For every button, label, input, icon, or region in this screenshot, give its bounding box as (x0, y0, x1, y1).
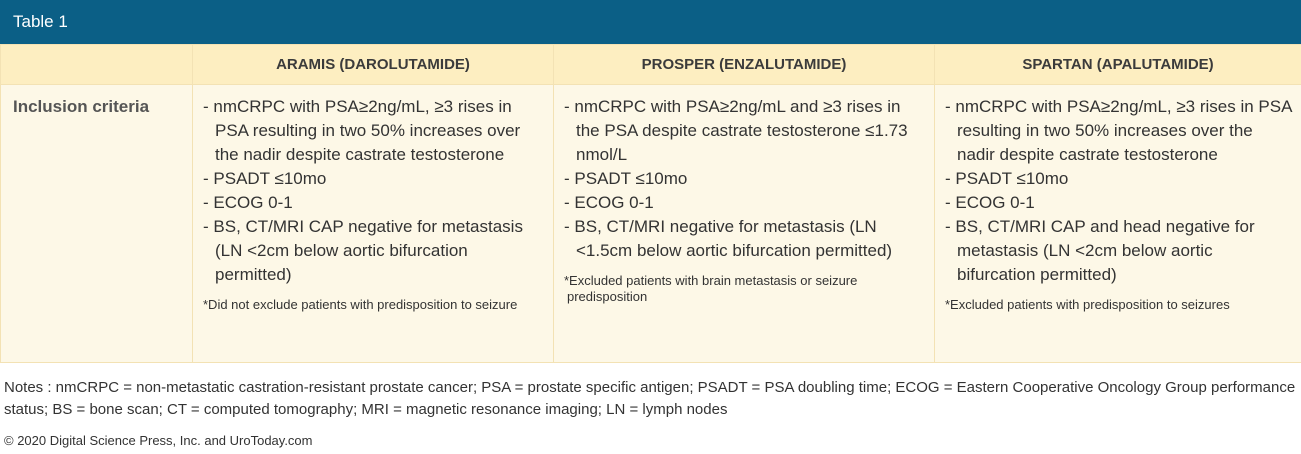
list-item: - nmCRPC with PSA≥2ng/mL, ≥3 rises in PSA resulting in two 50% increases over the nadir despite castrate testosterone (945, 95, 1295, 167)
header-spartan: SPARTAN (APALUTAMIDE) (935, 45, 1301, 85)
list-item: - BS, CT/MRI CAP negative for metastasis (LN <2cm below aortic bifurcation permitted) (203, 215, 547, 287)
list-item: - ECOG 0-1 (564, 191, 928, 215)
list-item: - nmCRPC with PSA≥2ng/mL, ≥3 rises in PSA resulting in two 50% increases over the nadir despite castrate testosterone (203, 95, 547, 167)
table-row (1, 85, 1301, 363)
table-header-row (1, 45, 1301, 85)
aramis-footnote: *Did not exclude patients with predisposition to seizure (203, 297, 518, 312)
list-item: - ECOG 0-1 (945, 191, 1295, 215)
prosper-footnote: *Excluded patients with brain metastasis or seizure predisposition (564, 273, 858, 304)
spartan-criteria-list (945, 95, 1295, 287)
list-item: - ECOG 0-1 (203, 191, 547, 215)
spartan-footnote: *Excluded patients with predisposition to seizures (945, 297, 1230, 312)
list-item: - PSADT ≤10mo (203, 167, 547, 191)
list-item: - PSADT ≤10mo (564, 167, 928, 191)
prosper-criteria-cell (554, 85, 935, 363)
abbreviation-notes: Notes : nmCRPC = non-metastatic castration-resistant prostate cancer; PSA = prostate specific antigen; PSADT = PSA doubling time; ECOG = Eastern Cooperative Oncology Group performance status; BS = bone scan; CT = computed tomography; MRI = magnetic resonance imaging; LN = lymph nodes (4, 379, 1296, 418)
header-aramis: ARAMIS (DAROLUTAMIDE) (193, 45, 554, 85)
list-item: - PSADT ≤10mo (945, 167, 1295, 191)
copyright-text: © 2020 Digital Science Press, Inc. and UroToday.com (4, 433, 313, 448)
list-item: - BS, CT/MRI negative for metastasis (LN <1.5cm below aortic bifurcation permitted) (564, 215, 928, 263)
spartan-criteria-cell (935, 85, 1301, 363)
aramis-criteria-list (203, 95, 547, 287)
aramis-criteria-cell (193, 85, 554, 363)
inclusion-criteria-table (0, 44, 1301, 363)
header-prosper: PROSPER (ENZALUTAMIDE) (554, 45, 935, 85)
header-corner-cell (1, 45, 193, 85)
list-item: - BS, CT/MRI CAP and head negative for metastasis (LN <2cm below aortic bifurcation permitted) (945, 215, 1295, 287)
table-title: Table 1 (0, 0, 1301, 44)
prosper-criteria-list (564, 95, 928, 263)
list-item: - nmCRPC with PSA≥2ng/mL and ≥3 rises in the PSA despite castrate testosterone ≤1.73 nmol/L (564, 95, 928, 167)
row-label-inclusion-criteria: Inclusion criteria (1, 85, 193, 363)
